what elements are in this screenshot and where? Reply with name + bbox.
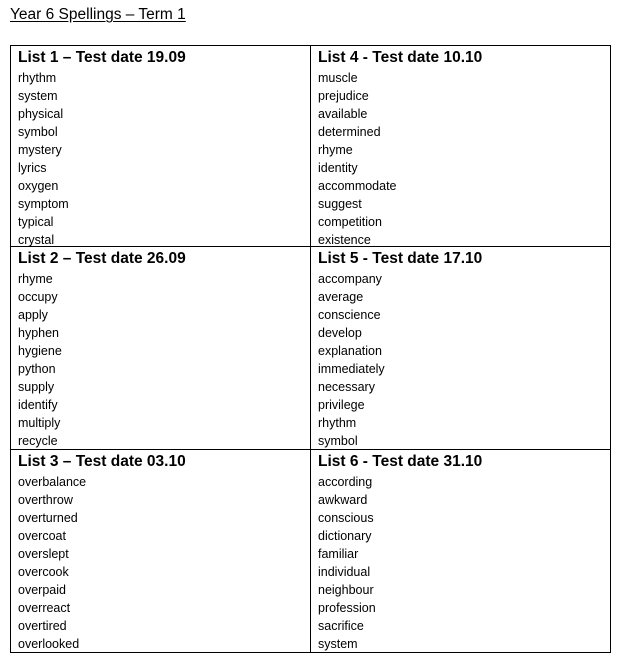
spelling-word: accommodate (318, 179, 397, 193)
spelling-word: prejudice (318, 89, 369, 103)
list-heading: List 5 - Test date 17.10 (318, 250, 483, 267)
spelling-word: crystal (18, 233, 55, 246)
list-heading: List 3 – Test date 03.10 (18, 453, 186, 470)
spelling-word: conscious (318, 511, 374, 525)
spelling-word: mystery (18, 143, 62, 157)
spelling-word: overlooked (18, 637, 80, 651)
spelling-word: necessary (318, 380, 375, 394)
list-cell (311, 46, 610, 246)
table-row (11, 450, 610, 652)
spelling-word: occupy (18, 290, 58, 304)
list-cell (11, 450, 311, 652)
spelling-word: dictionary (318, 529, 372, 543)
word-list (18, 69, 69, 246)
spelling-word: available (318, 107, 368, 121)
spelling-word: lyrics (18, 161, 47, 175)
spelling-word: muscle (318, 71, 358, 85)
spelling-word: python (18, 362, 56, 376)
spelling-word: apply (18, 308, 48, 322)
word-list (318, 69, 397, 246)
spelling-word: supply (18, 380, 55, 394)
spelling-word: conscience (318, 308, 381, 322)
spelling-word: rhythm (18, 71, 57, 85)
spelling-word: accompany (318, 272, 382, 286)
spelling-word: identify (18, 398, 58, 412)
spelling-word: according (318, 475, 373, 489)
table-row (11, 247, 610, 450)
spelling-word: symptom (18, 197, 69, 211)
table-row (11, 46, 610, 247)
spelling-word: individual (318, 565, 371, 579)
spelling-word: profession (318, 601, 376, 615)
spelling-word: overthrow (18, 493, 73, 507)
spelling-word: rhyme (318, 143, 353, 157)
spelling-word: overcoat (18, 529, 66, 543)
spelling-word: awkward (318, 493, 368, 507)
spelling-word: overreact (18, 601, 71, 615)
spelling-word: overcook (18, 565, 69, 579)
spelling-word: symbol (18, 125, 58, 139)
spelling-word: sacrifice (318, 619, 364, 633)
spelling-word: average (318, 290, 364, 304)
list-cell (11, 46, 311, 246)
spelling-word: develop (318, 326, 362, 340)
spelling-word: suggest (318, 197, 362, 211)
spelling-lists-table (10, 45, 611, 653)
spelling-word: neighbour (318, 583, 374, 597)
spelling-word: overpaid (18, 583, 66, 597)
spelling-word: symbol (318, 434, 358, 448)
spelling-word: system (318, 637, 358, 651)
spelling-word: immediately (318, 362, 385, 376)
spelling-word: familiar (318, 547, 359, 561)
spelling-word: determined (318, 125, 381, 139)
spelling-word: overslept (18, 547, 69, 561)
list-heading: List 4 - Test date 10.10 (318, 49, 483, 66)
list-heading: List 6 - Test date 31.10 (318, 453, 483, 470)
word-list (18, 270, 62, 449)
list-heading: List 2 – Test date 26.09 (18, 250, 186, 267)
spelling-word: multiply (18, 416, 61, 430)
word-list (318, 473, 376, 652)
list-cell (311, 450, 610, 652)
spelling-word: system (18, 89, 58, 103)
list-cell (311, 247, 610, 449)
spelling-word: hyphen (18, 326, 60, 340)
spelling-word: typical (18, 215, 54, 229)
list-cell (11, 247, 311, 449)
spelling-word: recycle (18, 434, 58, 448)
spelling-word: overturned (18, 511, 78, 525)
spelling-word: identity (318, 161, 358, 175)
spelling-word: existence (318, 233, 371, 246)
list-heading: List 1 – Test date 19.09 (18, 49, 186, 66)
word-list (18, 473, 86, 652)
spelling-word: explanation (318, 344, 382, 358)
spelling-word: overtired (18, 619, 67, 633)
spelling-word: overbalance (18, 475, 87, 489)
spelling-word: rhyme (18, 272, 53, 286)
spelling-word: competition (318, 215, 382, 229)
spelling-word: hygiene (18, 344, 62, 358)
word-list (318, 270, 385, 449)
page-title: Year 6 Spellings – Term 1 (10, 6, 186, 23)
spelling-word: physical (18, 107, 64, 121)
spelling-word: rhythm (318, 416, 357, 430)
spelling-word: privilege (318, 398, 365, 412)
spelling-word: oxygen (18, 179, 59, 193)
